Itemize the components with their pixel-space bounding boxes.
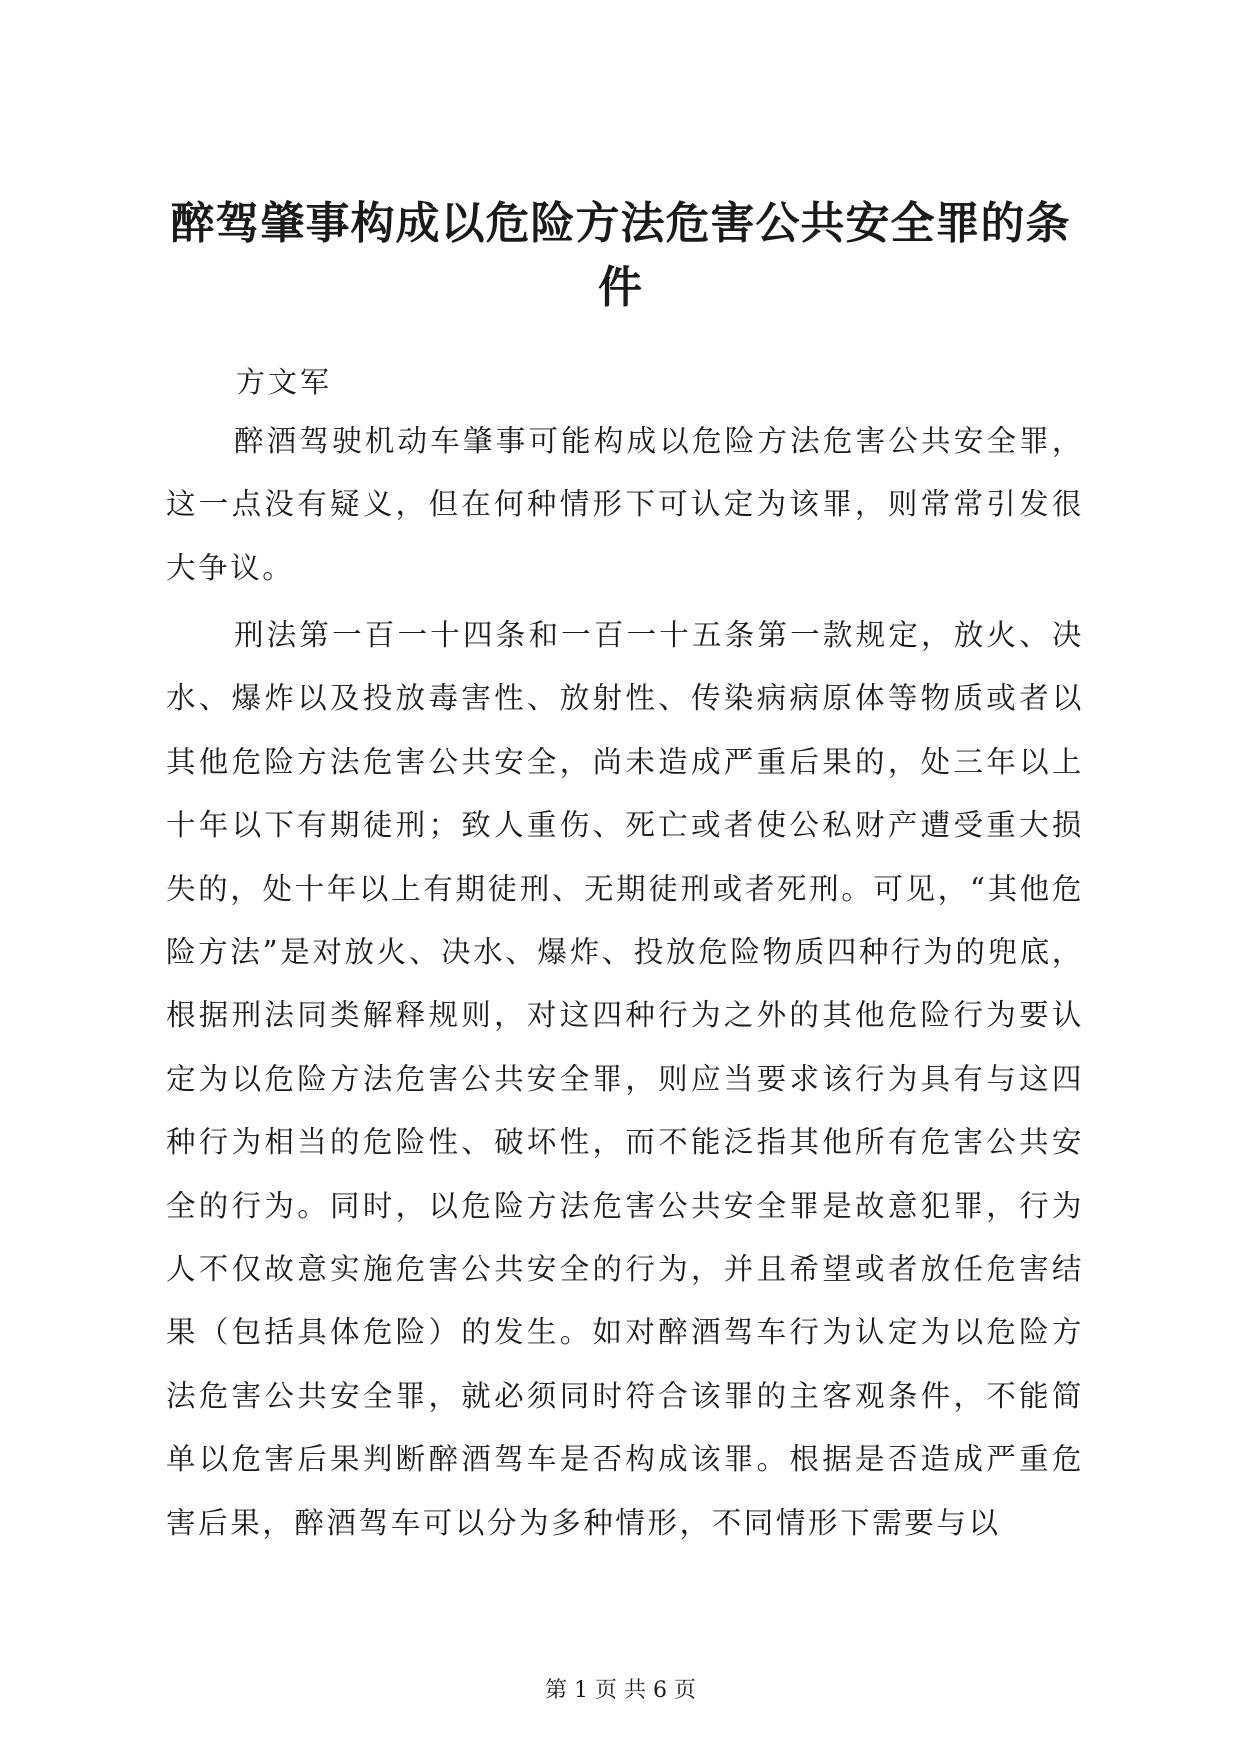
paragraph: 醉酒驾驶机动车肇事可能构成以危险方法危害公共安全罪，这一点没有疑义，但在何种情形下可认定为该罪，则常常引发很大争议。 (166, 424, 1084, 585)
author-name: 方文军 (236, 365, 333, 399)
paragraph: 刑法第一百一十四条和一百一十五条第一款规定，放火、决水、爆炸以及投放毒害性、放射性、传染病病原体等物质或者以其他危险方法危害公共安全，尚未造成严重后果的，处三年以上十年以下有期徒刑；致人重伤、死亡或者使公私财产遭受重大损失的，处十年以上有期徒刑、无期徒刑或者死刑。可见，“其他危险方法”是对放火、决水、爆炸、投放危险物质四种行为的兜底，根据刑法同类解释规则，对这四种行为之外的其他危险行为要认定为以危险方法危害公共安全罪，则应当要求该行为具有与这四种行为相当的危险性、破坏性，而不能泛指其他所有危害公共安全的行为。同时，以危险方法危害公共安全罪是故意犯罪，行为人不仅故意实施危害公共安全的行为，并且希望或者放任危害结果（包括具体危险）的发生。如对醉酒驾车行为认定为以危险方法危害公共安全罪，就必须同时符合该罪的主客观条件，不能简单以危害后果判断醉酒驾车是否构成该罪。根据是否造成严重危害后果，醉酒驾车可以分为多种情形，不同情形下需要与以 (166, 618, 1084, 1540)
document-title: 醉驾肇事构成以危险方法危害公共安全罪的条件 (170, 198, 1071, 313)
page-number-footer: 第 1 页 共 6 页 (545, 1678, 696, 1703)
